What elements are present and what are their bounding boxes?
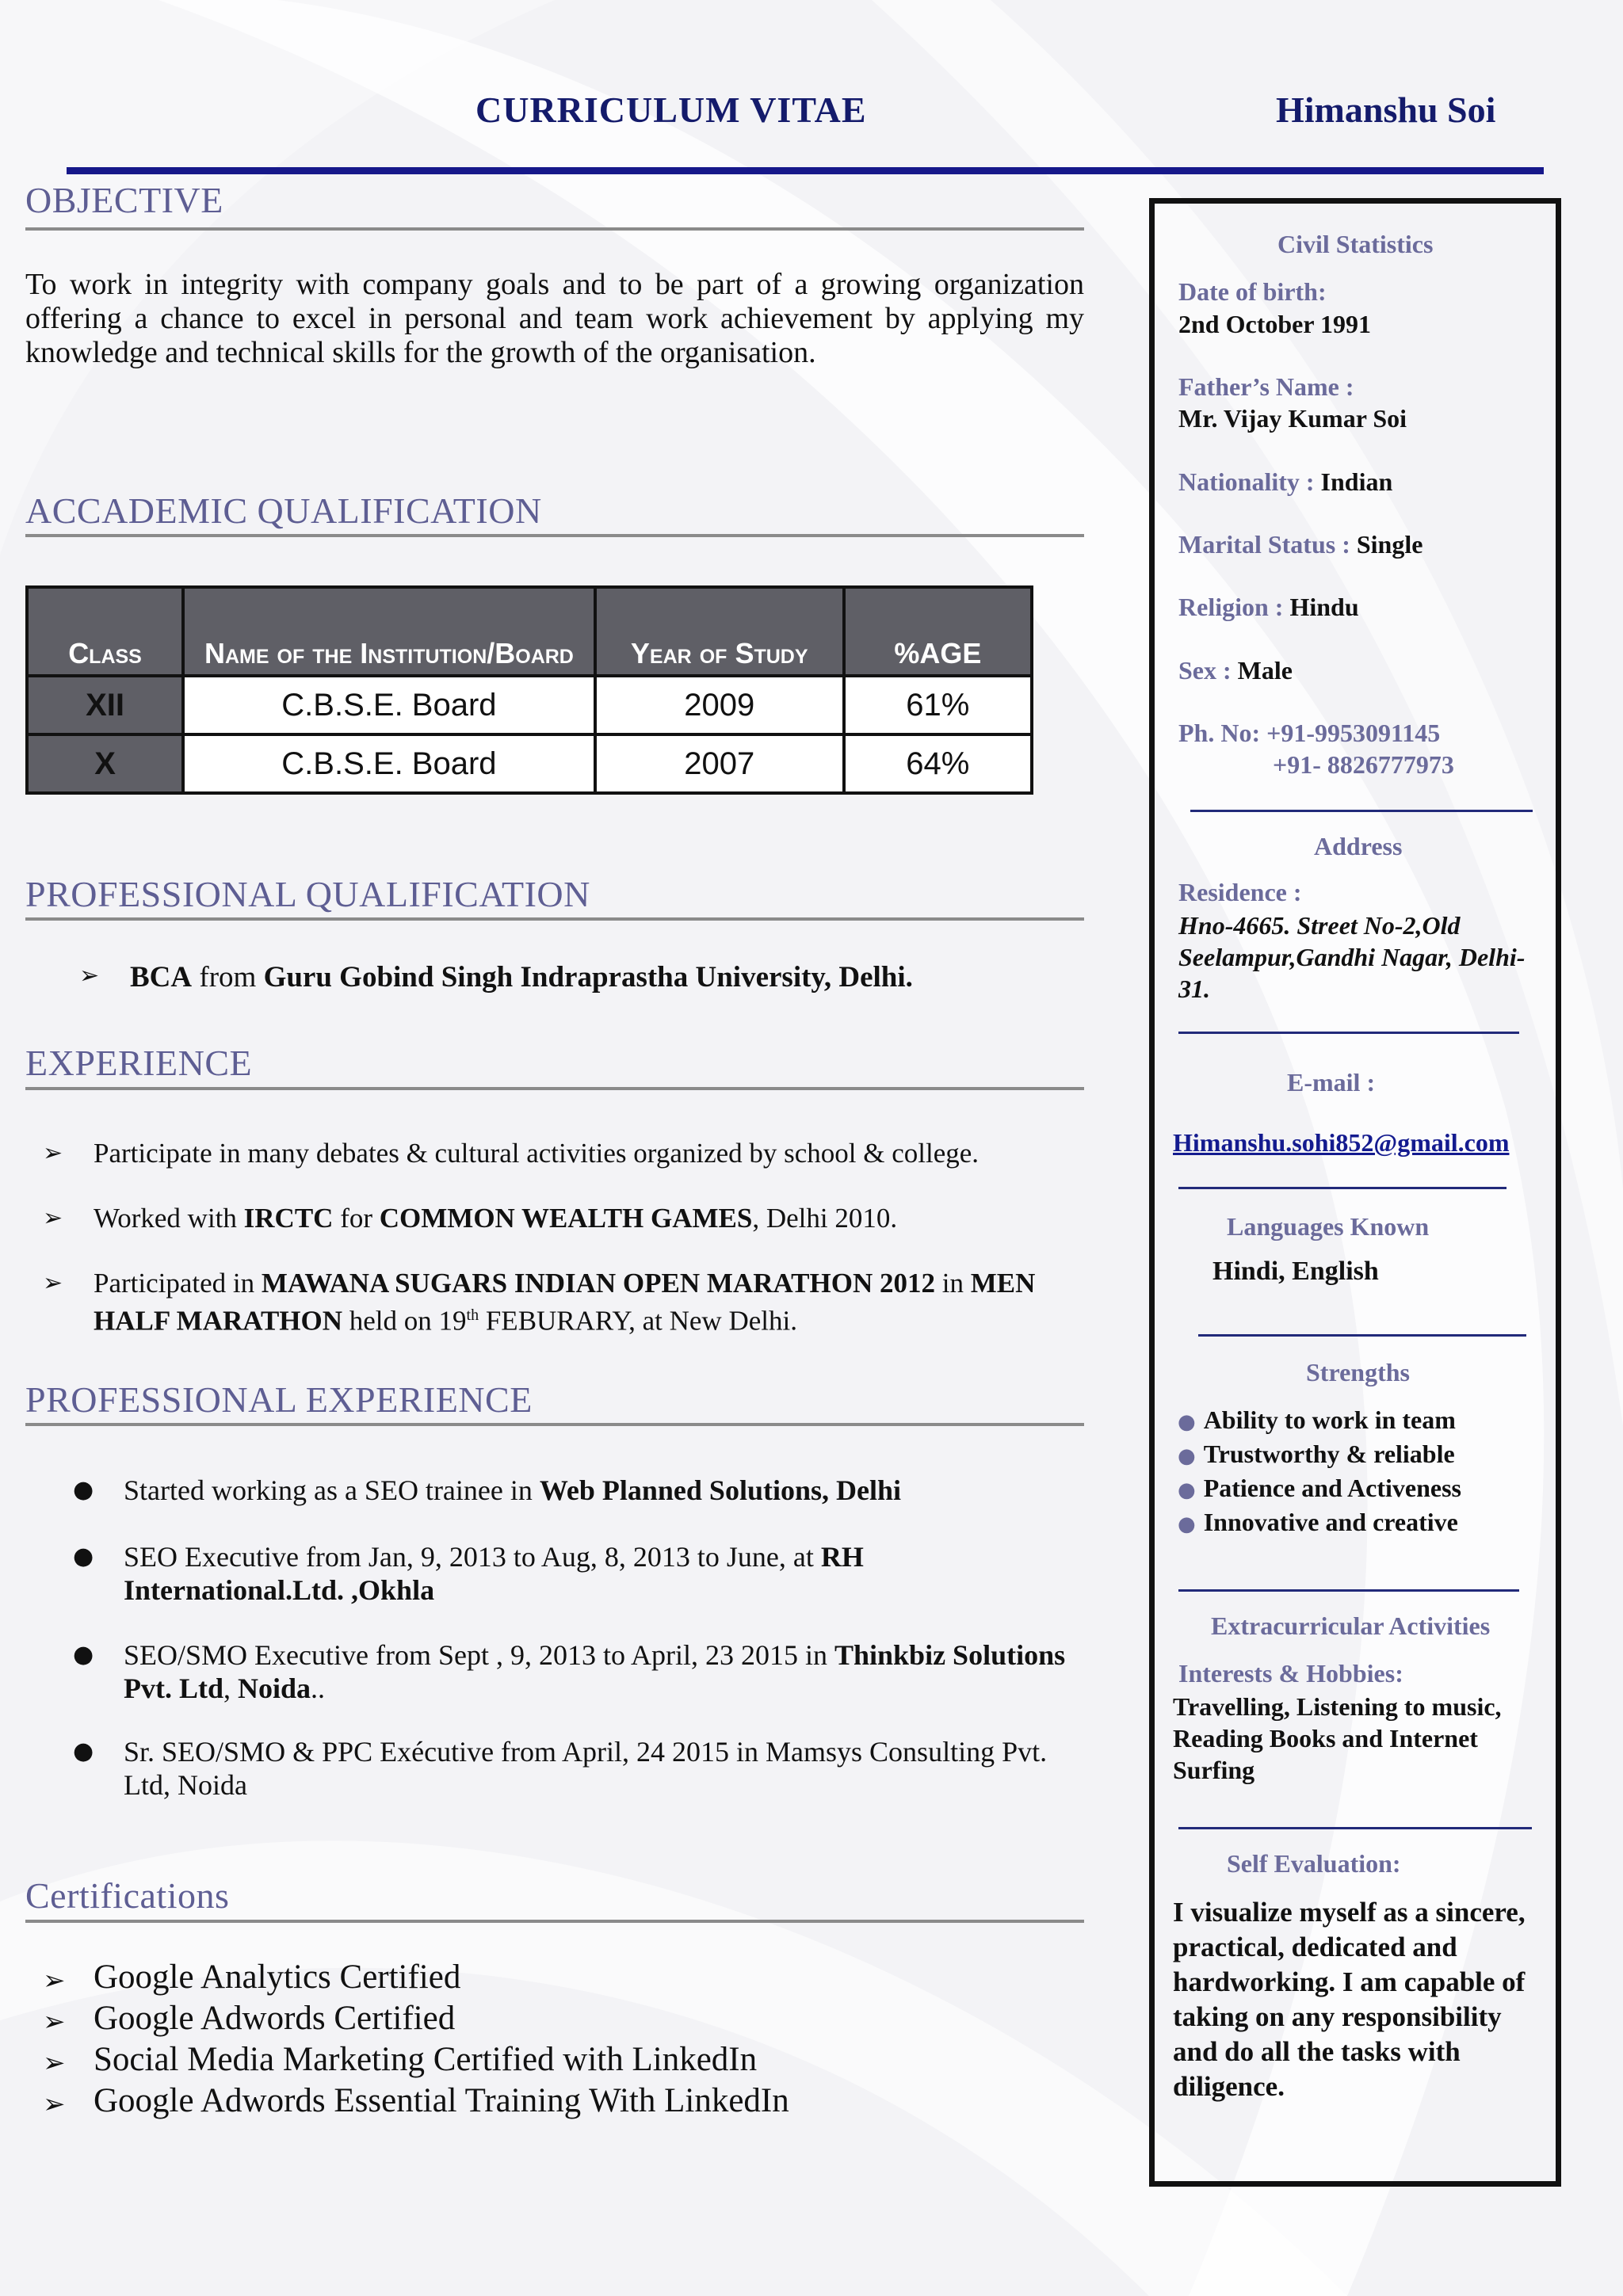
bullet-dot-icon: ● [1178, 1512, 1196, 1536]
arrow-bullet-icon: ➢ [43, 1204, 63, 1232]
professional-qualification-heading: PROFESSIONAL QUALIFICATION [25, 874, 590, 914]
certifications-list [43, 1957, 789, 2122]
extracurricular-heading: Extracurricular Activities [1211, 1611, 1491, 1640]
bullet-dot-icon: ● [73, 1543, 94, 1570]
academic-table [25, 585, 1033, 795]
dob-value: 2nd October 1991 [1178, 310, 1371, 338]
email-heading: E-mail : [1287, 1068, 1376, 1097]
languages-heading: Languages Known [1227, 1212, 1430, 1241]
experience-divider [25, 1087, 1084, 1090]
table-row [27, 734, 1032, 793]
title-divider [67, 167, 1544, 174]
sidebar-divider [1178, 1827, 1532, 1829]
bullet-dot-icon: ● [73, 1641, 94, 1669]
certifications-heading: Certifications [25, 1875, 230, 1916]
list-item: ➢ Google Adwords Essential Training With LinkedIn [43, 2081, 789, 2122]
table-cell: 2007 [595, 734, 844, 793]
phone-label: Ph. No: [1178, 719, 1267, 747]
table-row [27, 676, 1032, 734]
experience-list [43, 1138, 1084, 1337]
arrow-bullet-icon: ➢ [43, 2006, 66, 2038]
arrow-bullet-icon: ➢ [43, 2088, 66, 2120]
list-item: ➢ Participated in MAWANA SUGARS INDIAN OPEN MARATHON 2012 in MEN HALF MARATHON held on 19th FEBURARY, at New Delhi. [43, 1268, 1036, 1337]
list-item: ➢ Google Analytics Certified [43, 1957, 789, 1998]
sex-value: Male [1231, 656, 1293, 685]
list-item: ➢ Social Media Marketing Certified with LinkedIn [43, 2039, 789, 2081]
table-cell: C.B.S.E. Board [183, 734, 595, 793]
nationality-value: Indian [1314, 467, 1393, 496]
languages-value: Hindi, English [1212, 1257, 1379, 1286]
strengths-heading: Strengths [1306, 1358, 1410, 1386]
academic-divider [25, 534, 1084, 537]
arrow-bullet-icon: ➢ [79, 962, 100, 990]
list-item: ● Sr. SEO/SMO & PPC Exécutive from April, 24 2015 in Mamsys Consulting Pvt. Ltd, Noida [73, 1736, 1048, 1801]
phone-row [1178, 719, 1440, 748]
objective-heading: OBJECTIVE [25, 180, 223, 220]
father-name-value: Mr. Vijay Kumar Soi [1178, 404, 1407, 433]
religion-row [1178, 593, 1359, 622]
list-item: ● SEO/SMO Executive from Sept , 9, 2013 to April, 23 2015 in Thinkbiz Solutions Pvt. Ltd, Noida.. [73, 1639, 1066, 1704]
list-item: ● Innovative and creative [1178, 1508, 1458, 1536]
religion-value: Hindu [1283, 593, 1359, 621]
list-item: ● Started working as a SEO trainee in Web Planned Solutions, Delhi [73, 1474, 901, 1506]
sex-row [1178, 656, 1293, 685]
religion-label: Religion : [1178, 593, 1284, 621]
list-item: ● Ability to work in team [1178, 1405, 1456, 1434]
interests-label: Interests & Hobbies: [1178, 1659, 1403, 1688]
self-evaluation-text: I visualize myself as a sincere, practical, dedicated and hardworking. I am capable of taking on any responsibility and do all the tasks with diligence. [1173, 1897, 1526, 2102]
sidebar-divider [1178, 1187, 1507, 1189]
list-item: ● SEO Executive from Jan, 9, 2013 to Aug, 8, 2013 to June, at RH International.Ltd. ,Okhla [73, 1541, 864, 1606]
arrow-bullet-icon: ➢ [43, 2047, 66, 2079]
table-cell: 2009 [595, 676, 844, 734]
civil-statistics-heading: Civil Statistics [1277, 230, 1434, 258]
strengths-list [1178, 1404, 1461, 1540]
academic-heading: ACCADEMIC QUALIFICATION [25, 490, 542, 531]
bullet-dot-icon: ● [1178, 1444, 1196, 1468]
column-header: Year of Study [595, 587, 844, 676]
bullet-dot-icon: ● [73, 1476, 94, 1504]
sidebar-divider [1190, 810, 1533, 812]
bullet-dot-icon: ● [1178, 1410, 1196, 1434]
marital-status-label: Marital Status : [1178, 530, 1350, 559]
professional-experience-divider [25, 1423, 1084, 1426]
dob-label: Date of birth: [1178, 277, 1327, 306]
marital-status-value: Single [1350, 530, 1423, 559]
sex-label: Sex : [1178, 656, 1232, 685]
address-heading: Address [1314, 832, 1403, 860]
marital-status-row [1178, 530, 1423, 559]
professional-qualification-divider [25, 917, 1084, 921]
table-cell: XII [27, 676, 183, 734]
experience-heading: EXPERIENCE [25, 1043, 253, 1083]
list-item: ● Patience and Activeness [1178, 1474, 1461, 1502]
nationality-row [1178, 467, 1392, 497]
list-item: ➢ Worked with IRCTC for COMMON WEALTH GAMES, Delhi 2010. [43, 1203, 898, 1234]
certifications-divider [25, 1920, 1084, 1923]
table-cell: X [27, 734, 183, 793]
column-header: Name of the Institution/Board [183, 587, 595, 676]
document-title: CURRICULUM VITAE [475, 90, 867, 130]
table-cell: 64% [844, 734, 1032, 793]
professional-experience-list [71, 1474, 1070, 1802]
table-header-row [27, 587, 1032, 676]
phone-number-1: +91-9953091145 [1266, 719, 1441, 747]
column-header: %AGE [844, 587, 1032, 676]
interests-value: Travelling, Listening to music, Reading Books and Internet Surfing [1173, 1692, 1502, 1784]
arrow-bullet-icon: ➢ [43, 1965, 66, 1997]
bullet-dot-icon: ● [73, 1737, 94, 1765]
list-item: ➢ BCA from Guru Gobind Singh Indraprastha University, Delhi. [79, 961, 913, 994]
father-name-label: Father’s Name : [1178, 372, 1354, 401]
sidebar-divider [1178, 1032, 1519, 1034]
list-item: ● Trustworthy & reliable [1178, 1440, 1455, 1468]
professional-experience-heading: PROFESSIONAL EXPERIENCE [25, 1379, 533, 1420]
list-item: ➢ Participate in many debates & cultural activities organized by school & college. [43, 1138, 980, 1169]
list-item: ➢ Google Adwords Certified [43, 1998, 789, 2039]
residence-value: Hno-4665. Street No-2,Old Seelampur,Gandhi Nagar, Delhi-31. [1178, 911, 1526, 1003]
nationality-label: Nationality : [1178, 467, 1315, 496]
sidebar-divider [1198, 1334, 1526, 1337]
self-evaluation-heading: Self Evaluation: [1227, 1849, 1401, 1878]
sidebar-divider [1178, 1589, 1519, 1592]
professional-qualification-list [79, 960, 913, 994]
arrow-bullet-icon: ➢ [43, 1139, 63, 1167]
residence-label: Residence : [1178, 878, 1302, 906]
email-link[interactable]: Himanshu.sohi852@gmail.com [1173, 1128, 1510, 1157]
objective-divider [25, 227, 1084, 231]
objective-text: To work in integrity with company goals and to be part of a growing organization offering a chance to excel in personal and team work achievement by applying my knowledge and technical skills for the growth of the organisation. [25, 268, 1084, 369]
bullet-dot-icon: ● [1178, 1478, 1196, 1502]
column-header: Class [27, 587, 183, 676]
table-cell: C.B.S.E. Board [183, 676, 595, 734]
candidate-name: Himanshu Soi [1276, 90, 1496, 130]
arrow-bullet-icon: ➢ [43, 1269, 63, 1297]
phone-number-2: +91- 8826777973 [1273, 750, 1454, 779]
table-cell: 61% [844, 676, 1032, 734]
